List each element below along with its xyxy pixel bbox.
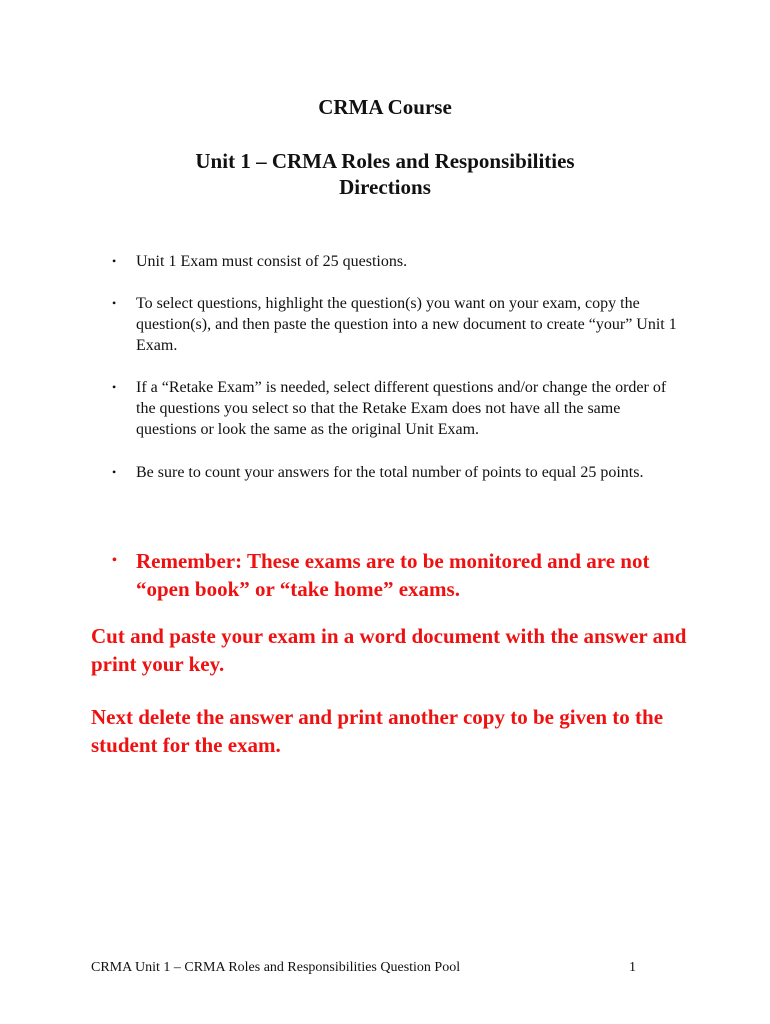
unit-title: Unit 1 – CRMA Roles and Responsibilities — [195, 149, 575, 173]
list-item — [112, 377, 681, 440]
bullet-icon: • — [112, 465, 117, 479]
bullet-icon: • — [112, 254, 117, 268]
list-item — [112, 293, 681, 356]
list-item-text: To select questions, highlight the question(s) you want on your exam, copy the question(s), and then paste the question into a new document to create “your” Unit 1 Exam. — [136, 295, 677, 354]
reminder-text: Remember: These exams are to be monitored and are not “open book” or “take home” exams. — [136, 549, 650, 601]
instruction-print-key: Cut and paste your exam in a word document with the answer and print your key. — [91, 624, 687, 676]
page-number: 1 — [629, 960, 636, 975]
instruction-student-copy: Next delete the answer and print another copy to be given to the student for the exam. — [91, 705, 664, 757]
list-item — [112, 251, 681, 272]
reminder-item — [112, 547, 706, 603]
course-title: CRMA Course — [318, 95, 452, 119]
bullet-icon: • — [112, 553, 117, 568]
directions-heading: Directions — [339, 175, 431, 199]
list-item — [112, 462, 681, 483]
list-item-text: Be sure to count your answers for the total number of points to equal 25 points. — [136, 464, 644, 481]
list-item-text: If a “Retake Exam” is needed, select different questions and/or change the order of the questions you select so that the Retake Exam does not have all the same questions or look the same as the original Unit Exam. — [136, 379, 667, 438]
footer-text: CRMA Unit 1 – CRMA Roles and Responsibilities Question Pool — [91, 960, 461, 975]
bullet-icon: • — [112, 380, 117, 394]
bullet-icon: • — [112, 296, 117, 310]
list-item-text: Unit 1 Exam must consist of 25 questions. — [136, 253, 408, 270]
